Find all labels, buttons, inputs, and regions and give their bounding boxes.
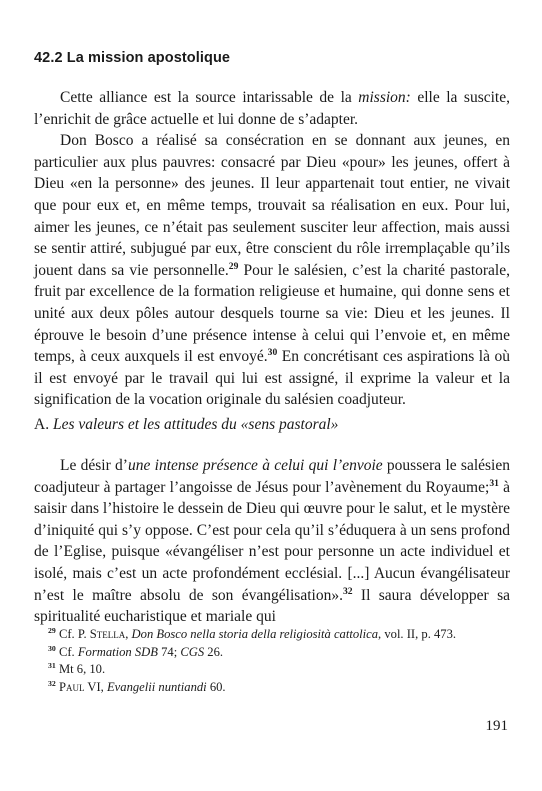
body-block-2: [34, 455, 510, 628]
section-heading: 42.2 La mission apostolique: [34, 50, 231, 66]
footnote-32: [34, 679, 510, 697]
footnote-number: 32: [48, 678, 56, 688]
body-block-1: [34, 87, 510, 411]
italic-run: mission:: [358, 89, 411, 106]
footnotes: [34, 626, 510, 696]
text-run: En concrétisant ces aspirations là où il est envoyé par le travail qui lui est assigné, il exprime la valeur et la signification de la vocation originale du salésien coadjuteur.: [34, 348, 510, 409]
subsection-heading: [34, 416, 338, 434]
italic-run: une intense présence à celui qui l’envoie: [127, 457, 383, 474]
paragraph-3: [34, 455, 510, 628]
subsection-title: Les valeurs et les attitudes du «sens pastoral»: [52, 416, 339, 433]
text-run: 26.: [204, 644, 224, 659]
footnote-number: 30: [48, 643, 56, 653]
page-number: 191: [485, 718, 508, 734]
footnote-author: Paul: [58, 679, 85, 694]
text-run: Le désir d’: [60, 457, 128, 474]
footnote-number: 29: [48, 625, 56, 635]
footnote-ref[interactable]: 29: [228, 260, 239, 272]
text-run: à saisir dans l’histoire le dessein de Dieu qui œuvre pour le salut, et le mystère d’iniquité qui s’y oppose. C’est pour cela qu’il s’éduquera à un sens profond de l’Eglise, puisque «évangéliser n’est pour personne un acte individuel et isolé, mais c’est un acte profondément ecclésial. [...] Aucun évangélisateur n’est le maître absolu de son évangélisation».: [34, 478, 510, 604]
footnote-ref[interactable]: 30: [267, 346, 278, 358]
footnote-title: Don Bosco nella storia della religiosità cattolica: [131, 627, 379, 641]
text-run: elle la suscite, l’enrichit de grâce actuelle et lui donne de s’adapter.: [34, 89, 510, 128]
text-run: Don Bosco a réalisé sa consécration en se donnant aux jeunes, en particulier aux plus pauvres: consacré par Dieu «pour» les jeunes, offert à Dieu «en la personne» des jeunes. Il leur appartenait tout entier, ne vivait que pour eux et, en même temps, trouvait sa réalisation en eux. Pour lui, aimer les jeunes, ce n’était pas seulement susciter leur affection, mais aussi se sentir attiré, subjugué par eux, être conscient du rôle irremplaçable qu’ils jouent dans sa vie personnelle.: [34, 132, 510, 279]
paragraph-2: [34, 130, 510, 411]
footnote-29: [34, 626, 510, 644]
text-run: Cette alliance est la source intarissable de la: [60, 89, 359, 106]
footnote-number: 31: [48, 661, 56, 670]
text-run: Mt 6, 10.: [55, 662, 106, 677]
text-run: poussera le salésien coadjuteur à partager l’angoisse de Jésus pour l’avènement du Royaume;: [34, 457, 510, 496]
footnote-31: [34, 661, 510, 679]
paragraph-1: [34, 87, 510, 130]
text-run: ,: [125, 627, 132, 641]
footnote-author: Stella: [89, 627, 126, 641]
text-run: Cf.: [55, 644, 78, 659]
text-run: Pour le salésien, c’est la charité pastorale, fruit par excellence de la formation religieuse et humaine, qui donne sens et unité aux deux pôles autour desquels tourne sa vie: Dieu et les jeunes. Il éprouve le besoin d’une présence intense à celui qui l’envoie et, en même temps, à ceux auxquels il est envoyé.: [34, 261, 510, 366]
footnote-title: Formation SDB: [77, 644, 158, 659]
footnote-ref[interactable]: 31: [489, 477, 499, 489]
footnote-title: CGS: [180, 644, 205, 659]
text-run: Il saura développer sa spiritualité eucharistique et mariale qui: [34, 586, 510, 626]
footnote-30: [34, 644, 510, 662]
subsection-prefix: A.: [34, 416, 53, 433]
footnote-title: Evangelii nuntiandi: [106, 679, 207, 694]
text-run: Cf. P.: [55, 627, 90, 641]
text-run: 74;: [157, 644, 181, 659]
footnote-ref[interactable]: 32: [342, 585, 353, 597]
text-run: VI,: [84, 679, 107, 694]
text-run: 60.: [206, 679, 226, 694]
text-run: , vol. II, p. 473.: [378, 627, 457, 641]
